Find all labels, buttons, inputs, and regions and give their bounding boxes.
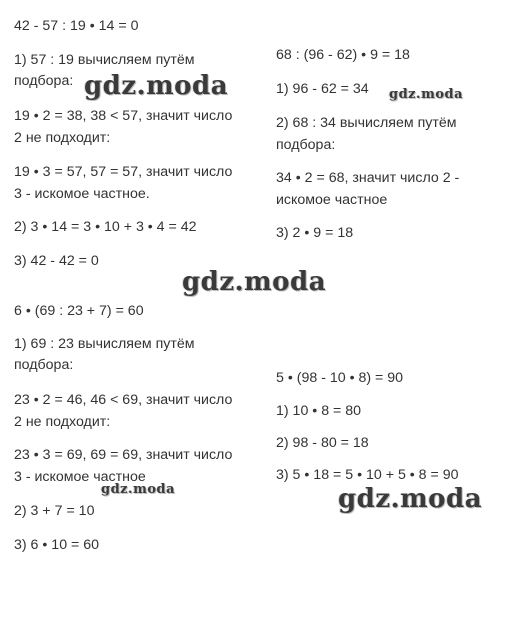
watermark: gdz.moda bbox=[101, 482, 176, 497]
step-line: 1) 69 : 23 вычисляем путём bbox=[14, 336, 195, 352]
step-line: 34 • 2 = 68, значит число 2 - bbox=[276, 170, 460, 186]
step-line: 3 - искомое частное. bbox=[14, 186, 150, 202]
step-line: подбора: bbox=[14, 357, 74, 373]
step-line: искомое частное bbox=[276, 192, 388, 208]
step-line: 2) 68 : 34 вычисляем путём bbox=[276, 115, 457, 131]
step-line: 2 не подходит: bbox=[14, 130, 111, 146]
step-line: 2) 3 + 7 = 10 bbox=[14, 503, 95, 519]
step-line: 23 • 3 = 69, 69 = 69, значит число bbox=[14, 447, 233, 463]
step-line: 3) 42 - 42 = 0 bbox=[14, 253, 99, 269]
watermark: gdz.moda bbox=[389, 87, 464, 102]
step-line: 3) 5 • 18 = 5 • 10 + 5 • 8 = 90 bbox=[276, 467, 459, 483]
step-line: 2) 3 • 14 = 3 • 10 + 3 • 4 = 42 bbox=[14, 219, 197, 235]
step-line: 3 - искомое частное bbox=[14, 469, 146, 485]
step-line: подбора: bbox=[276, 137, 336, 153]
equation-title-1: 42 - 57 : 19 • 14 = 0 bbox=[14, 18, 139, 34]
equation-title-4: 5 • (98 - 10 • 8) = 90 bbox=[276, 370, 404, 386]
step-line: 2 не подходит: bbox=[14, 414, 111, 430]
step-line: 19 • 2 = 38, 38 < 57, значит число bbox=[14, 108, 233, 124]
step-line: 2) 98 - 80 = 18 bbox=[276, 435, 369, 451]
step-line: 1) 57 : 19 вычисляем путём bbox=[14, 52, 195, 68]
watermark: gdz.moda bbox=[84, 71, 229, 101]
equation-title-3: 68 : (96 - 62) • 9 = 18 bbox=[276, 47, 410, 63]
step-line: 3) 2 • 9 = 18 bbox=[276, 225, 354, 241]
step-line: 3) 6 • 10 = 60 bbox=[14, 537, 100, 553]
watermark: gdz.moda bbox=[182, 267, 327, 297]
step-line: подбора: bbox=[14, 73, 74, 89]
step-line: 19 • 3 = 57, 57 = 57, значит число bbox=[14, 164, 233, 180]
step-line: 23 • 2 = 46, 46 < 69, значит число bbox=[14, 392, 233, 408]
equation-title-2: 6 • (69 : 23 + 7) = 60 bbox=[14, 303, 144, 319]
step-line: 1) 96 - 62 = 34 bbox=[276, 81, 369, 97]
watermark: gdz.moda bbox=[338, 484, 483, 514]
step-line: 1) 10 • 8 = 80 bbox=[276, 403, 362, 419]
